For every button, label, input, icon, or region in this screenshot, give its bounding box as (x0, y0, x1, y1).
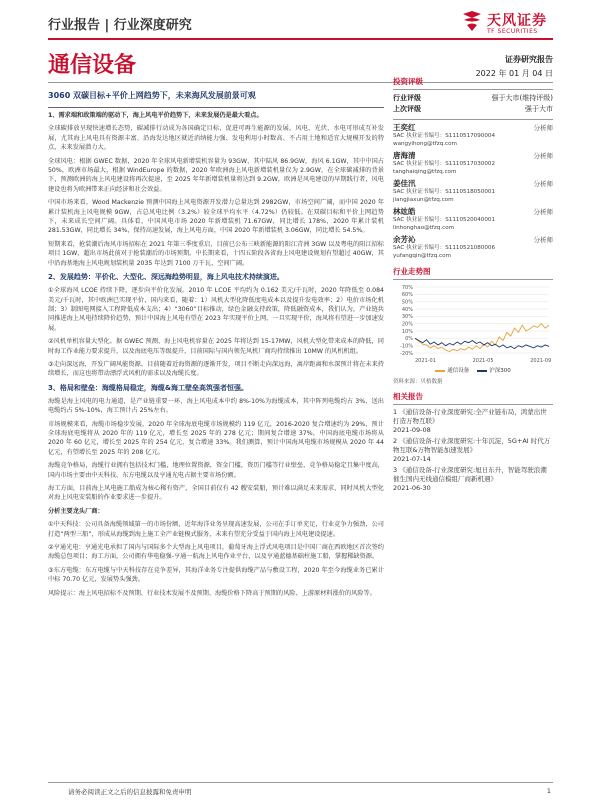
y-tick-label: -10% (400, 343, 413, 350)
paragraph: 海工方面，目前海上风电施工船成为核心稀有资产，全国目前仅有 42 艘安装船，预计难以满足未来需求，同时风机大型化对海上风电安装船的作业要求进一步提升。 (48, 485, 384, 502)
paragraph: 海缆是海上风电的电力通道，是产业链重要一环，海上风电成本中约 8%-10%为海缆成本，其中阵列电缆约占 3%，送出电缆约占 5%-10%，海工预计占 25%左右。 (48, 397, 384, 415)
paragraph: 分析主要龙头厂商： (48, 507, 104, 515)
footer (48, 782, 553, 796)
analyst-name-row (393, 207, 553, 217)
related-report-title[interactable]: 2 《通信设备-行业深度研究:十年沉淀，5G+AI 时代万物互联&万物智能加速发展》 (393, 437, 551, 454)
y-tick-label: 70% (401, 284, 413, 291)
y-tick-label: 50% (401, 299, 413, 306)
analyst-name-row (393, 179, 553, 189)
report-subtitle: 3060 双碳目标+平价上网趋势下，未来海风发展前景可观 (48, 91, 256, 100)
paragraph: 中国市场来看，Wood Mackenzie 预测中国海上风电资源开发潜力总量达到 2982GW，市场空间广阔，而中国 2020 年累计装机海上风电规模 9GW，占总风电比例（3.2%）较全球平均水平（4.72%）仍较低。在双碳目标和平价上网趋势下，未来成长空间广阔。具体看，中国风电市场 2020 年新增装机 71.67GW，同比增长 178%，2020 年累计装机 281.53GW，同比增长 34%，保持高速发展，海上风电方面，中国 2020 年新增装机 3.06GW，同比增长 54.5%。 (48, 199, 384, 235)
analyst-name: 林竑皓 (393, 207, 416, 216)
analyst-sac: SAC 执业证书编号：S1110517030002 (393, 161, 496, 167)
analyst-list (393, 123, 553, 260)
y-tick-label: -20% (400, 350, 413, 357)
analyst-title: 分析师 (533, 180, 553, 188)
page-number: 1 (546, 787, 551, 795)
y-tick-label: 0% (405, 336, 413, 343)
paragraph: ③东方电缆：东方电缆与中天科技存在竞争差异，其海洋业务专注提供海缆产品与敷设工程，2020 年至今海缆业务已累计中标 70.70 亿元，发展势头强劲。 (48, 566, 384, 584)
rating-divider (393, 119, 553, 120)
report-type: 证券研究报告 (505, 55, 553, 64)
analyst-title: 分析师 (533, 208, 553, 216)
paragraph: 全球碳排放呈现快速增长态势，碳减排行动成为各国确定目标，促进可再生能源的发展，风电、光伏、水电可形成互补发展，尤其海上风电具有资源丰富、沿海发达地区就近消纳能力强、发电利用小时数高、不占用土地和适宜大规模开发的特点，未来发展潜力大。 (48, 125, 384, 152)
last-rating-value: 强于大市 (525, 105, 553, 113)
logo-mark-icon (461, 10, 483, 32)
chart-source: 资料来源：贝格数据 (393, 379, 443, 385)
paragraph: ③走向深远海，开发广阔风能资源。目前随着近海资源的逐渐开发，项目不断走向深远海，离岸距离和水深预计将在未来持续增长，而这也将带动漂浮式风机的需求以及海缆长度。 (48, 360, 384, 378)
related-heading: 相关报告 (393, 391, 553, 405)
analyst-name: 余芳沁 (393, 235, 416, 244)
paragraph: 市场规模来看，海缆市场稳步发展，2020 年全球海底电缆市场规模约 119 亿元，2016-2020 复合增速约为 29%，预计全球海底电缆将从 2020 年的 119 亿元，增长至 2025 年的 278 亿元；期间复合增速 37%，中国海底电缆市场将从 2020 年 60 亿元，增长至 2025 年的 254 亿元，复合增速 33%。我们测算，预计中国海风电缆市场规模从 2020 年 44 亿元，有望增长至 2025 年的 208 亿元。 (48, 420, 384, 456)
top-bar (48, 8, 553, 38)
analyst-sac: SAC 执业证书编号：S1110521080006 (393, 245, 496, 251)
last-rating-label: 上次评级 (393, 105, 421, 113)
chart-legend (393, 366, 553, 374)
related-report-item[interactable] (393, 466, 553, 493)
paragraph: 全球风电：根据 GWEC 数据，2020 年全球风电新增装机容量为 93GW，其中陆风 86.9GW，海风 6.1GW，其中中国占 50%，欧洲市场最大，根据 WindEurope 的数据，2020 年欧洲海上风电新增装机量仅为 2.9GW，在全球碳减排的背景下，预测欧洲的海上风电建设将再次提速，至 2025 年年新增装机量将达到 9.2GW，欧洲是风电建设的早期践行者，风电建设也将为欧洲带来正向经济和社会效益。 (48, 157, 384, 193)
subtitle-divider (48, 107, 384, 108)
analyst-name-row (393, 235, 553, 245)
industry-rating-row (393, 93, 553, 104)
y-tick-label: 60% (401, 292, 413, 299)
report-date: 2022 年 01 月 04 日 (475, 69, 553, 78)
analyst-entry (393, 207, 553, 232)
section-heading: 2、发展趋势：平价化、大型化、深远海趋势明显，海上风电技术持续演进。 (48, 273, 284, 282)
analyst-name: 王奕红 (393, 123, 416, 132)
rating-heading: 投资评级 (393, 76, 553, 90)
analyst-entry (393, 123, 553, 148)
footer-disclaimer: 请务必阅读正文之后的信息披露和免责申明 (68, 788, 192, 796)
x-tick-label: 2021-01 (415, 358, 436, 364)
x-tick-label: 2021-05 (472, 358, 494, 364)
industry-rating-label: 行业评级 (393, 94, 421, 102)
analyst-sac: SAC 执业证书编号：S1110520040001 (393, 217, 496, 223)
sections (48, 111, 384, 598)
paragraph: 海缆竞争格局，海缆行业拥有包括技术门槛，地理位置资源，资金门槛，资历门槛等行业壁垒，竞争格局稳定且集中度高，国内市场主要由中天科技、东方电缆以及亨通光电占据主要市场份额。 (48, 462, 384, 479)
related-report-date: 2021-06-30 (393, 484, 431, 492)
analyst-entry (393, 235, 553, 260)
logo-en-text: TF SECURITIES (487, 28, 538, 35)
paragraph: ①中天科技：公司具备海缆领域第一的市场份额，近年海洋业务呈现高速发展，公司在手订单充足，行业竞争力强劲，公司打造“两型三船”，形成从海缆到海上施工全产业链模式服务，未来有望充分受益于国内海上风电建设提速。 (48, 521, 384, 538)
section-heading: 3、格局和壁垒：海缆格局稳定，海缆&海工壁垒高筑强者恒强。 (48, 383, 248, 392)
legend-item-industry (435, 366, 469, 374)
y-tick-label: 20% (401, 321, 413, 328)
analyst-name-row (393, 123, 553, 133)
related-report-item[interactable] (393, 408, 553, 435)
legend-item-index (477, 366, 511, 374)
header-divider (48, 38, 553, 40)
main-content (48, 86, 384, 602)
paragraph: ②亨通光电：亨通光电承担了国内与国际多个大型海上风电项目，葡萄牙海上浮式风电项目是中国厂商在西欧地区首次签约海缆总包项目；海工方面，公司拥有华电稳强-亨通一航海上风电作业平台，以及亨通蓝德基础柱施工船，掌握稀缺资源。 (48, 544, 384, 561)
logo-cn-text: 天风证券 (487, 13, 547, 29)
analyst-email[interactable]: tanghaiqing@tfzq.com (393, 168, 457, 175)
x-tick-label: 2021-09 (530, 358, 552, 364)
related-report-date: 2021-09-08 (393, 426, 431, 434)
related-report-title[interactable]: 3 《通信设备-行业深度研究:旭日东升，智能驾驶浪潮催生国内无线通信模组厂商新机遇》 (393, 466, 547, 483)
industry-rating-value: 强于大市(维持评级) (491, 94, 553, 102)
legend-swatch-industry (435, 370, 445, 372)
last-rating-row (393, 104, 553, 115)
industry-trend-chart (393, 283, 553, 365)
analyst-title: 分析师 (533, 124, 553, 132)
analyst-name-row (393, 151, 553, 161)
paragraph: 1、需求端和政策端的驱动下，海上风电平价趋势下，未来发展仍是最大看点。 (48, 112, 263, 119)
series-line-0 (415, 324, 549, 352)
related-report-date: 2021-07-14 (393, 455, 431, 463)
related-list (393, 408, 553, 493)
legend-label-industry: 通信设备 (447, 368, 470, 374)
related-report-title[interactable]: 1 《通信设备-行业深度研究:全产业链布局，鸿蒙出世打造万物互联》 (393, 408, 547, 425)
analyst-title: 分析师 (533, 152, 553, 160)
sidebar (393, 76, 553, 495)
analyst-title: 分析师 (533, 236, 553, 244)
y-tick-label: 40% (401, 306, 413, 313)
analyst-email[interactable]: yufangqin@tfzq.com (393, 252, 451, 259)
tf-securities-logo (461, 8, 553, 42)
paragraph: ①全球海风 LCOE 持续下降，逐步向平价化发展。2010 年 LCOE 平均约为 0.162 美元/千瓦时，2020 年降低至 0.084 美元/千瓦时，其中欧洲已实现平价，国内来看，随着：1）风机大型化降低度电成本以及提升发电效率；2）电价市场化机制；3）制图电网接入工程降低成本支出；4）“3060”目标推动，绿色金融支持政策，降低融资成本，我们认为，产业链共同推进海上风电持续降价趋势，预计中国海上风电有望在 2023 年实现平价上网，一旦实现平价，海风将有望进一步加速发展。 (48, 287, 384, 332)
analyst-email[interactable]: wangyihong@tfzq.com (393, 140, 457, 147)
legend-label-index: 沪深300 (489, 368, 511, 374)
legend-swatch-index (477, 370, 487, 372)
paragraph: 短期来看，抢装潮后海风市场招标在 2021 年第三季度重启，目前已公布三峡新能源的阳江青洲 3GW 以及粤电的阳江招标项目 1GW，超出市场此前对于抢装潮后的市场预期。中长期来看，十四五阶段各省海上风电建设规划有望超过 40GW，其中沿海基地海上风电规划装机量 2035 年达到 7100 万千瓦，空间广阔。 (48, 240, 384, 267)
analyst-entry (393, 179, 553, 204)
analyst-name: 姜佳汛 (393, 179, 416, 188)
paragraph: 风险提示：海上风电招标不及预期、行业技术发展不及预期、海缆价格下降高于预期的风险、上游原材料涨价的风险等。 (48, 589, 376, 597)
y-tick-label: 10% (401, 328, 413, 335)
analyst-sac: SAC 执业证书编号：S1110517090004 (393, 133, 496, 139)
analyst-email[interactable]: jiangjiaxun@tfzq.com (393, 196, 454, 203)
y-tick-label: 30% (401, 314, 413, 321)
chart-heading: 行业走势图 (393, 266, 553, 280)
analyst-name: 唐海清 (393, 151, 416, 160)
page-title: 通信设备 (48, 53, 137, 78)
report-tag: 行业报告 | 行业深度研究 (48, 18, 192, 33)
paragraph: ②风机单机容量大型化。据 GWEC 预测，海上风电机容量在 2025 年将达到 15-17MW，风机大型化带来成本的降低，同时海工作业能力要求提升，以及海底电压等级提升，目前国际与国内领先风机厂商均持续推出 10MW 的风机机组。 (48, 338, 384, 355)
related-report-item[interactable] (393, 437, 553, 464)
analyst-entry (393, 151, 553, 176)
analyst-email[interactable]: linhonghao@tfzq.com (393, 224, 455, 231)
analyst-sac: SAC 执业证书编号：S1110518050001 (393, 189, 496, 195)
